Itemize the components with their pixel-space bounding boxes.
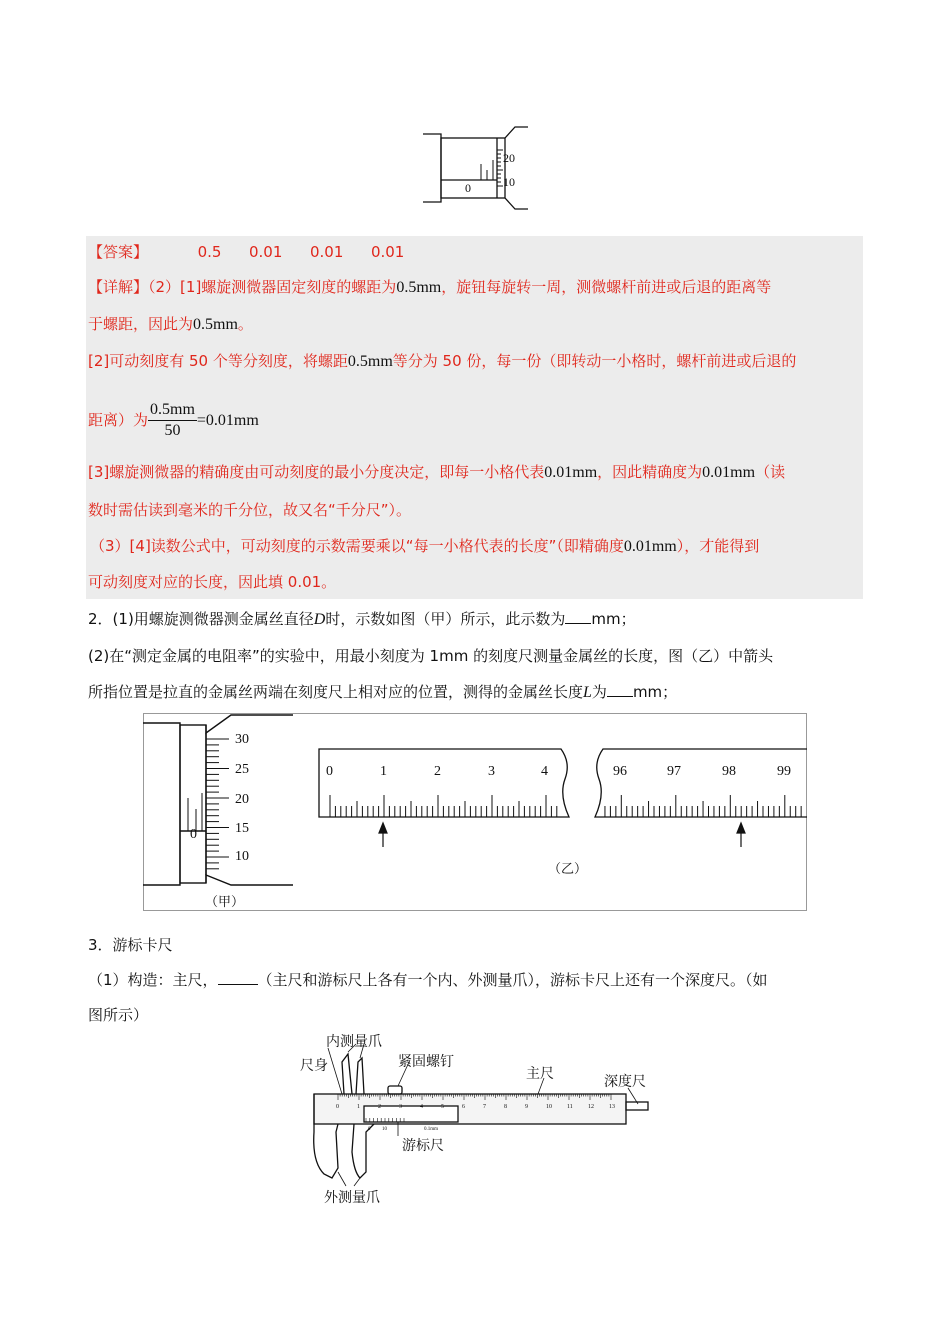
caliper-scale-number: 7 <box>483 1104 486 1110</box>
answer-blank[interactable] <box>218 970 258 985</box>
ruler2-label-99: 99 <box>777 764 791 779</box>
q3-line-1 <box>88 970 768 990</box>
jia-caption: （甲） <box>205 894 245 909</box>
ruler1-label-3: 3 <box>488 764 495 779</box>
detail-text: 于螺距，因此为 <box>88 315 194 333</box>
caliper-scale-number: 9 <box>525 1104 528 1110</box>
detail-text: （读 <box>755 463 786 481</box>
label-inner-jaw: 内测量爪 <box>326 1035 382 1050</box>
answer-line <box>88 242 404 262</box>
caliper-scale-number: 6 <box>462 1104 465 1110</box>
q2-line-1 <box>88 609 636 630</box>
vernier-num-10: 10 <box>382 1127 387 1132</box>
caliper-scale-number: 5 <box>441 1104 444 1110</box>
detail-text: （2）[1]螺旋测微器固定刻度的螺距为 <box>148 278 397 296</box>
caliper-scale-number: 10 <box>546 1104 552 1110</box>
q2-text: mm； <box>632 683 678 701</box>
label-screw: 紧固螺钉 <box>398 1055 454 1070</box>
ruler2-label-98: 98 <box>722 764 736 779</box>
caliper-scale-number: 11 <box>567 1104 573 1110</box>
caliper-scale-number: 2 <box>378 1104 381 1110</box>
jia-tick-15: 15 <box>235 821 249 836</box>
detail-line-7 <box>90 536 759 557</box>
answer-value-4: 0.01 <box>370 243 405 261</box>
detail-text: ，因此精确度为 <box>597 463 703 481</box>
detail-text: 等分为 50 份，每一份（即转动一小格时，螺杆前进或后退的 <box>392 352 797 370</box>
label-main-scale: 主尺 <box>526 1067 554 1082</box>
caliper-scale-number: 13 <box>609 1104 615 1110</box>
variable-l: L <box>583 684 592 701</box>
detail-text: [3]螺旋测微器的精确度由可动刻度的最小分度决定，即每一小格代表 <box>88 463 545 481</box>
label-body: 尺身 <box>300 1059 328 1074</box>
q3-text: （主尺和游标尺上各有一个内、外测量爪），游标卡尺上还有一个深度尺。（如 <box>257 971 768 989</box>
q3-text: （1）构造：主尺， <box>88 971 218 989</box>
label-vernier: 游标尺 <box>402 1139 444 1154</box>
math-value: 0.01mm <box>544 464 598 481</box>
detail-text: （3）[4]读数公式中，可动刻度的示数需要乘以“每一小格代表的长度”（即精确度 <box>90 537 624 555</box>
answer-blank[interactable] <box>607 682 633 697</box>
detail-text: 。 <box>237 315 253 333</box>
ruler2-label-97: 97 <box>667 764 681 779</box>
detail-line-2 <box>88 314 253 335</box>
figure-2 <box>143 713 807 911</box>
caliper-scale-number: 12 <box>588 1104 594 1110</box>
q2-text: 2．(1)用螺旋测微器测金属丝直径 <box>88 610 314 628</box>
jia-zero: 0 <box>190 827 197 842</box>
ruler1-label-0: 0 <box>326 764 333 779</box>
caliper-scale-number: 1 <box>357 1104 360 1110</box>
detail-line-8: 可动刻度对应的长度，因此填 0.01。 <box>88 573 337 591</box>
answer-value-3: 0.01 <box>309 243 344 261</box>
math-value: 0.01mm <box>623 538 677 555</box>
label-outer-jaw: 外测量爪 <box>324 1191 380 1206</box>
detail-text: ），才能得到 <box>676 537 760 555</box>
tick-label-20: 20 <box>503 151 515 165</box>
answer-value-1: 0.5 <box>197 243 222 261</box>
math-value: 0.5mm <box>347 353 393 370</box>
jia-tick-10: 10 <box>235 849 249 864</box>
micrometer-figure-1 <box>415 124 535 214</box>
yi-caption: （乙） <box>548 861 588 876</box>
detail-line-5 <box>88 462 785 483</box>
math-value: 0.01mm <box>702 464 756 481</box>
math-value: =0.01mm <box>196 412 259 429</box>
tick-label-10: 10 <box>503 175 515 189</box>
caliper-scale-number: 4 <box>420 1104 423 1110</box>
math-value: 0.5mm <box>193 316 238 333</box>
q2-text: 所指位置是拉直的金属丝两端在刻度尺上相对应的位置，测得的金属丝长度 <box>88 683 584 701</box>
detail-line-1 <box>88 277 771 298</box>
detail-tag: 【详解】 <box>88 278 149 296</box>
q2-text: mm； <box>591 610 636 628</box>
answer-value-2: 0.01 <box>249 243 283 261</box>
answer-tag: 【答案】 <box>88 243 149 261</box>
ruler1-label-1: 1 <box>380 764 387 779</box>
ruler2-label-96: 96 <box>613 764 627 779</box>
ruler1-label-2: 2 <box>434 764 441 779</box>
detail-text: 距离）为 <box>88 411 149 429</box>
detail-line-6: 数时需估读到毫米的千分位，故又名“千分尺”）。 <box>88 501 412 519</box>
vernier-caliper-figure <box>298 1032 658 1212</box>
fraction-numerator: 0.5mm <box>148 400 197 421</box>
jia-tick-20: 20 <box>235 792 249 807</box>
caliper-scale-number: 0 <box>336 1104 339 1110</box>
q2-line-2: (2)在“测定金属的电阻率”的实验中，用最小刻度为 1mm 的刻度尺测量金属丝的长度，图（乙）中箭头 <box>88 647 774 665</box>
q3-title: 3．游标卡尺 <box>88 936 173 954</box>
math-value: 0.5mm <box>396 279 442 296</box>
fraction-denominator: 50 <box>164 422 181 439</box>
q2-text: 为 <box>591 683 607 701</box>
answer-blank[interactable] <box>565 609 591 624</box>
label-depth: 深度尺 <box>604 1075 646 1090</box>
vernier-unit: 0.1mm <box>424 1127 439 1132</box>
zero-label: 0 <box>465 181 471 195</box>
detail-text: [2]可动刻度有 50 个等分刻度，将螺距 <box>88 352 348 370</box>
jia-tick-30: 30 <box>235 732 249 747</box>
ruler1-label-4: 4 <box>541 764 548 779</box>
detail-line-4 <box>88 398 259 442</box>
caliper-scale-number: 3 <box>399 1104 402 1110</box>
q2-text: 时，示数如图（甲）所示，此示数为 <box>325 610 566 628</box>
fraction <box>148 400 197 441</box>
detail-text: ，旋钮每旋转一周，测微螺杆前进或后退的距离等 <box>441 278 772 296</box>
vernier-num-0: 0 <box>368 1127 371 1132</box>
caliper-scale-number: 8 <box>504 1104 507 1110</box>
variable-d: D <box>313 611 326 628</box>
jia-tick-25: 25 <box>235 762 249 777</box>
q2-line-3 <box>88 682 677 703</box>
detail-line-3 <box>88 351 796 372</box>
q3-line-2: 图所示） <box>88 1006 149 1024</box>
